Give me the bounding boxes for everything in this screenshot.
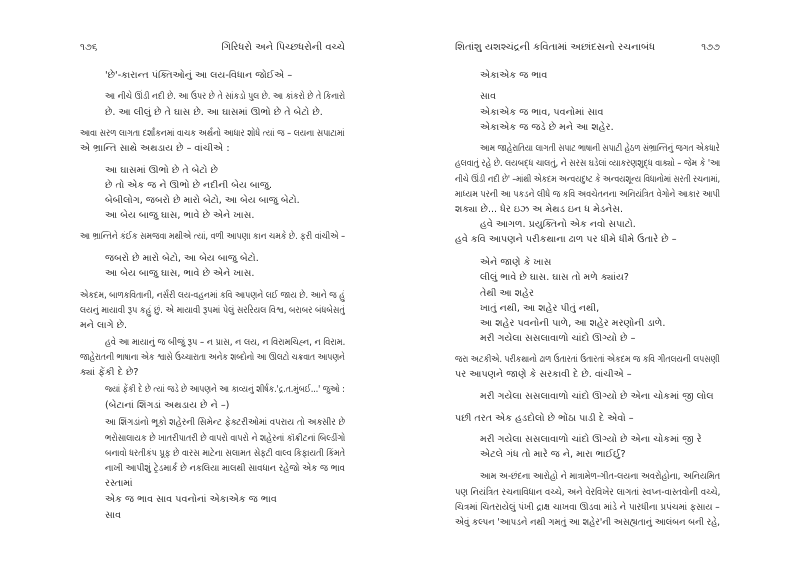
right-page: [400, 0, 800, 566]
verse-line: એટલે ગંધ તો મારે જ ને, મારા ભાઈઈું?: [480, 449, 626, 460]
verse-line: ખાતું નથી, આ શહેર પીતું નથી,: [480, 303, 600, 314]
verse-line: એકાએક જ ભાવ, પવનોમાં સાવ: [480, 107, 604, 118]
verse-line: જબરો છે મારો બેટો, આ બેય બાજુ બેટો.: [105, 253, 259, 264]
verse-line: (બેટાનાં શિંગડાં અથડાય છે ને –): [105, 400, 230, 411]
text-line: જ્યાં ફેંકી દે છે ત્યાં જડે છે આપણને આ કાવ્યનું શીર્ષક.'દ્ર.ત.મુંબઈ...' જુઓ :: [105, 384, 345, 395]
verse-line: બેબીલોગ, જબરો છે મારો બેટો, આ બેય બાજુ બેટો.: [105, 195, 300, 206]
text-line: એવું કલ્પન 'આપડને નથી ગમતું આ શહેર'ની અસહ્યતાનું આલંબન બની રહે,: [455, 517, 721, 528]
text-line: હલવાતું રહે છે. લયબદ્ધ ચાલતું, ને સરસ ઘડેલાં વ્યાકરણશુદ્ધ વાક્યો – જેમ કે 'આ: [455, 158, 721, 169]
verse-line: આ બેય બાજુ ઘાસ, ભાવે છે એને ખાસ.: [105, 268, 255, 279]
text-line: આ ભ્રાન્તિને કંઈક સમજવા મથીએ ત્યાં, વળી આપણા કાન ચમકે છે. ફરી વાંચીએ –: [80, 231, 346, 242]
text-line: માધ્યમ પરની આ પકડને લીધે જ કવિ અવચેતનના અનિયંત્રિત વેગોને આકાર આપી: [455, 189, 721, 200]
verse-line: આ બેય બાજુ ઘાસ, ભાવે છે એને ખાસ.: [105, 210, 255, 221]
text-line: 'છે'-કારાન્ત પંક્તિઓનું આ લય-વિધાન જોઈએ –: [105, 70, 293, 81]
text-line: હવે આ માયાનું જ બીજું રૂપ – ન પ્રાસ, ન લય, ન વિરામચિહ્ન, ન વિરામ.: [105, 337, 346, 348]
text-line: ચિત્રમાં ચિતરાયેલું પંખી દ્રાક્ષ ચાખવા ઊડવા માંડે ને પારધીના પ્રપંચમાં ફસાય –: [455, 502, 720, 513]
running-head: શિતાંશુ યશશ્ચંદ્રની કવિતામાં અછાંદસનો રચનાબંધ: [455, 42, 656, 53]
text-line: એકદમ, બાળકવિતાની, નર્સરી લય-વહનમાં કવિ આપણને લઈ જાય છે. આને જ હું: [80, 290, 345, 301]
text-line: પણ નિયંત્રિત રચનાવિધાન વચ્ચે, અને વેરવિખેર લાગતાં સ્વપ્ન-વાસ્તવોની વચ્ચે,: [455, 487, 721, 498]
verse-line: તેથી આ શહેર: [480, 288, 534, 299]
text-line: જાહેરાતની ભાષાના એક શ્વાસે ઉચ્ચારાતા અનેક શબ્દોનો આ ઊલટો ચક્રવાત આપણને: [80, 352, 345, 363]
text-line: એ ભ્રાન્તિ સાથે અથડાય છે – વાંચીએ :: [80, 143, 230, 154]
verse-line: સાવ: [480, 91, 497, 102]
verse-line: મરી ગયેલા સસલાવાળો ચાંદો ઊગ્યો છે એના ચોકમાં જી રે: [480, 434, 702, 445]
verse-line: લીલું ભાવે છે ઘાસ. ઘાસ તો મળે ક્યાંય?: [480, 272, 629, 283]
text-line: આમ જાહેરાતિયા લાગતી સપાટ ભાષાની સપાટી હેઠળ સંભ્રાન્તિનું જગત એકધારે: [480, 143, 720, 154]
verse-line: ભરોસાલાયક છે ખાતરીપાતરી છે વાપરો વાપરો ને શહેરનાં કૉંક્રીટનાં બિલ્ડીંગો: [105, 433, 346, 444]
page-number: ૧૭૭: [701, 42, 720, 53]
verse-line: આ નીચે ઊંડી નદી છે. આ ઉપર છે તે સાંકડો પુલ છે. આ કાંકરો છે તે કિનારો: [105, 91, 346, 102]
verse-line: આ ઘાસમાં ઊભો છે તે બેટો છે: [105, 165, 218, 176]
text-line: ક્યાં ફેંકી દે છે?: [80, 367, 139, 378]
text-line: હવે આગળ. પ્રયુક્તિનો એક નવો સપાટો.: [480, 219, 636, 230]
text-line: લયનું માયાવી રૂપ કહું છું. એ માયાવી રૂપમાં પેલું સરરિયલ વિશ્વ, બરાબર બંધબેસતું: [80, 305, 345, 316]
text-line: આમ અ-છંદના આરોહો ને માત્રામેળ-ગીત-લયના અવરોહોના, અનિયમિત: [480, 471, 721, 482]
verse-line: છે તો એક જ ને ઊભો છે નદીની બેય બાજુ.: [105, 180, 273, 191]
verse-line: એકાએક જ જડે છે મને આ શહેર.: [480, 122, 614, 133]
text-line: મને લાગે છે.: [80, 320, 128, 331]
text-line: નીચે ઊંડી નદી છે' –માંથી એકદમ અન્વયદુષ્ટ કે અન્વયશૂન્ય વિધાનોમાં સરતી રચનામાં,: [455, 174, 721, 185]
verse-line: એકાએક જ ભાવ: [480, 70, 548, 81]
verse-line: આ શિંગડાંનો ભૂકો શહેરની સિમેન્ટ ફેક્ટરીઓમાં વપરાય તો અક્સીર છે: [105, 417, 346, 428]
text-line: પર આપણને જાણે કે સરકાવી દે છે. વાંચીએ –: [455, 369, 632, 380]
verse-line: છે. આ લીલું છે તે ઘાસ છે. આ ઘાસમાં ઊભો છે તે બેટો છે.: [105, 107, 323, 118]
text-line: શક્યા છે... ધેર ઇઝ અ મેથડ ઇન ધ મેડનેસ.: [455, 204, 624, 215]
verse-line: નાખી આપીશું ટ્રેડમાર્ક છે નકલિયા માલથી સાવધાન રહેજો એક જ ભાવ: [105, 463, 345, 474]
verse-line: એક જ ભાવ સાવ પવનોનાં એકાએક જ ભાવ: [105, 494, 277, 505]
verse-line: સાવ: [105, 510, 122, 521]
verse-line: બનાવો ધરતીકંપ પ્રૂફ છે વારસ માટેના સલામત સેફ્ટી વાલ્વ કિફાયતી કિંમતે: [105, 448, 346, 459]
verse-line: એને જાણે કે ખાસ: [480, 257, 552, 268]
verse-line: મરી ગયેલા સસલાવાળો ચાંદો ઊગ્યો છે એના ચોકમાં જી લોલ: [480, 391, 714, 402]
text-line: પછી તરત એક હડદોલો છે ભોંઠા પાડી દે એવો –: [455, 413, 634, 424]
verse-line: રસ્તામાં: [105, 478, 133, 489]
verse-line: મરી ગયેલા સસલાવાળો ચાંદો ઊગ્યો છે –: [480, 333, 636, 344]
text-line: આવા સરળ લાગતા દર્શાંકનમાં વાચક અર્થનો આધાર શોધે ત્યાં જ – લયના સપાટામાં: [80, 128, 345, 139]
running-head: ગિરિધરો અને પિચ્છધરોની વચ્ચે: [221, 42, 345, 53]
text-line: જરા અટકીએ. પરીકથાનો ઢાળ ઉતારતાં ઉતારતાં એકદમ જ કવિ ગીતલયની લપસણી: [455, 354, 720, 365]
text-line: હવે કવિ આપણને પરીકથાના ઢાળ પર ધીમે ધીમે ઉતારે છે –: [455, 234, 677, 245]
page-number: ૧૭૬: [80, 42, 98, 53]
verse-line: આ શહેર પવનોની પાળે, આ શહેર મરણોની ડાળે.: [480, 318, 666, 329]
